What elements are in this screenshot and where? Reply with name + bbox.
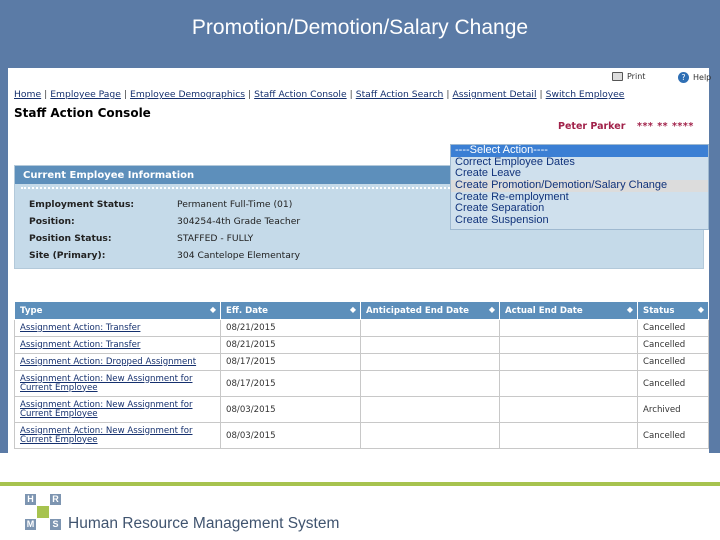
column-header-label: Type <box>20 305 43 316</box>
app-screenshot <box>8 68 712 453</box>
dropdown-option-create-suspension[interactable]: Create Suspension <box>455 214 549 227</box>
logo-letter: R <box>50 494 61 505</box>
dropdown-option-select-action[interactable]: ----Select Action---- <box>451 145 708 157</box>
eff-date-cell: 08/21/2015 <box>221 337 361 354</box>
info-label: Position: <box>29 216 75 227</box>
print-link[interactable] <box>612 72 645 81</box>
type-link[interactable]: Assignment Action: Transfer <box>15 337 221 354</box>
info-value: 304254-4th Grade Teacher <box>177 216 301 227</box>
breadcrumb-staff-action-console[interactable]: Staff Action Console <box>254 89 347 100</box>
staff-action-table <box>14 301 709 449</box>
breadcrumb-employee-demographics[interactable]: Employee Demographics <box>130 89 246 100</box>
table-row <box>15 337 709 354</box>
info-value: 304 Cantelope Elementary <box>177 250 301 261</box>
sort-icon: ◆ <box>349 305 356 314</box>
breadcrumb-switch-employee[interactable]: Switch Employee <box>545 89 625 100</box>
help-link[interactable] <box>678 72 711 83</box>
info-value: Permanent Full-Time (01) <box>177 199 293 210</box>
employee-id: *** ** **** <box>637 121 694 132</box>
anticipated-end-date-cell <box>361 423 500 449</box>
column-header-status[interactable] <box>638 302 709 320</box>
anticipated-end-date-cell <box>361 354 500 371</box>
breadcrumb-employee-page[interactable]: Employee Page <box>50 89 121 100</box>
type-link[interactable]: Assignment Action: New Assignment for Current Employee <box>15 423 221 449</box>
print-label: Print <box>627 72 646 81</box>
breadcrumb-staff-action-search[interactable]: Staff Action Search <box>355 89 444 100</box>
sort-icon: ◆ <box>209 305 216 314</box>
accent-divider <box>0 482 720 486</box>
logo-center-square <box>37 506 49 518</box>
anticipated-end-date-cell <box>361 371 500 397</box>
column-header-label: Actual End Date <box>505 305 583 316</box>
breadcrumb-assignment-detail[interactable]: Assignment Detail <box>452 89 537 100</box>
eff-date-cell: 08/17/2015 <box>221 354 361 371</box>
dropdown-option-create-leave[interactable]: Create Leave <box>455 167 522 180</box>
help-label: Help <box>693 73 712 82</box>
table-row <box>15 320 709 337</box>
page-title: Staff Action Console <box>14 106 151 120</box>
action-dropdown-list[interactable] <box>450 144 709 230</box>
eff-date-cell: 08/03/2015 <box>221 423 361 449</box>
dropdown-option-create-separation[interactable]: Create Separation <box>455 202 545 215</box>
help-icon: ? <box>678 72 689 83</box>
logo-text: Human Resource Management System <box>68 515 340 532</box>
table-row <box>15 423 709 449</box>
logo-letter: M <box>26 519 35 529</box>
breadcrumb: Home | Employee Page | Employee Demographics | Staff Action Console | Staff Action Search | Assignment Detail | Switch Employee <box>14 89 625 100</box>
table-row <box>15 397 709 423</box>
status-cell: Cancelled <box>638 354 709 371</box>
info-label: Position Status: <box>29 233 112 244</box>
info-panel-title: Current Employee Information <box>15 166 703 184</box>
dropdown-option-create-promotion[interactable]: Create Promotion/Demotion/Salary Change <box>451 180 708 192</box>
column-header-actual-end-date[interactable] <box>500 302 638 320</box>
anticipated-end-date-cell <box>361 320 500 337</box>
status-cell: Cancelled <box>638 423 709 449</box>
dropdown-option-create-reemployment[interactable]: Create Re-employment <box>455 190 569 203</box>
table-row <box>15 354 709 371</box>
anticipated-end-date-cell <box>361 337 500 354</box>
slide-title: Promotion/Demotion/Salary Change <box>191 16 529 39</box>
eff-date-cell: 08/17/2015 <box>221 371 361 397</box>
eff-date-cell: 08/03/2015 <box>221 397 361 423</box>
column-header-anticipated-end-date[interactable] <box>361 302 500 320</box>
type-link[interactable]: Assignment Action: New Assignment for Current Employee <box>15 397 221 423</box>
actual-end-date-cell <box>500 320 638 337</box>
employee-name: Peter Parker <box>558 121 626 132</box>
info-label: Employment Status: <box>29 199 135 210</box>
logo-letter: S <box>50 519 61 530</box>
printer-icon <box>612 72 623 81</box>
dropdown-option-correct-employee-dates[interactable]: Correct Employee Dates <box>455 155 575 168</box>
column-header-label: Anticipated End Date <box>366 305 469 316</box>
breadcrumb-home[interactable]: Home <box>14 89 42 100</box>
column-header-label: Status <box>643 305 675 316</box>
actual-end-date-cell <box>500 371 638 397</box>
logo-letter: H <box>25 494 36 505</box>
actual-end-date-cell <box>500 397 638 423</box>
table-row <box>15 371 709 397</box>
status-cell: Cancelled <box>638 320 709 337</box>
actual-end-date-cell <box>500 423 638 449</box>
info-label: Site (Primary): <box>29 250 106 261</box>
info-value: STAFFED - FULLY <box>177 233 254 244</box>
status-cell: Cancelled <box>638 371 709 397</box>
type-link[interactable]: Assignment Action: Transfer <box>15 320 221 337</box>
actual-end-date-cell <box>500 354 638 371</box>
anticipated-end-date-cell <box>361 397 500 423</box>
eff-date-cell: 08/21/2015 <box>221 320 361 337</box>
sort-icon: ◆ <box>626 305 633 314</box>
column-header-eff-date[interactable] <box>221 302 361 320</box>
status-cell: Archived <box>638 397 709 423</box>
sort-icon: ◆ <box>488 305 495 314</box>
status-cell: Cancelled <box>638 337 709 354</box>
sort-icon: ◆ <box>697 305 704 314</box>
hrms-logo <box>25 494 61 530</box>
type-link[interactable]: Assignment Action: Dropped Assignment <box>15 354 221 371</box>
column-header-type[interactable] <box>15 302 221 320</box>
actual-end-date-cell <box>500 337 638 354</box>
column-header-label: Eff. Date <box>226 305 268 316</box>
type-link[interactable]: Assignment Action: New Assignment for Current Employee <box>15 371 221 397</box>
